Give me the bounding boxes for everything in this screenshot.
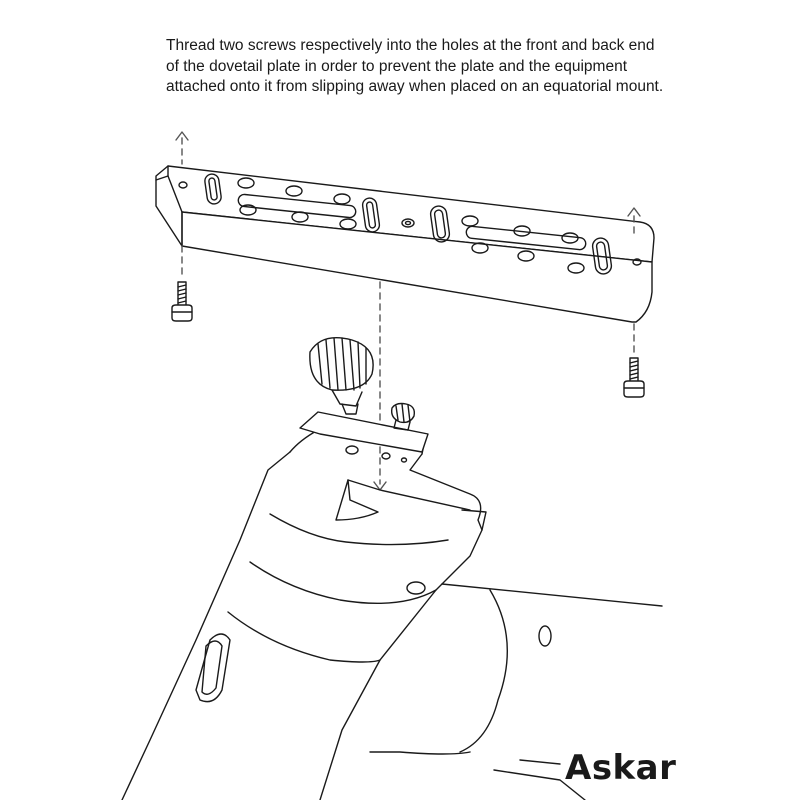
dovetail-plate — [156, 166, 654, 322]
instruction-text: Thread two screws respectively into the holes at the front and back end of the dovetail plate in order to prevent the plate and the equipment attached onto it from slipping away when placed on an equatorial mount. — [166, 37, 664, 95]
knurled-knob — [310, 338, 373, 414]
small-knob — [392, 404, 415, 431]
screw-icon — [172, 282, 192, 321]
mount-body — [122, 412, 662, 800]
askar-logo: Askar — [565, 748, 677, 788]
arrow-up-icon — [628, 208, 640, 216]
screw-icon — [624, 358, 644, 397]
